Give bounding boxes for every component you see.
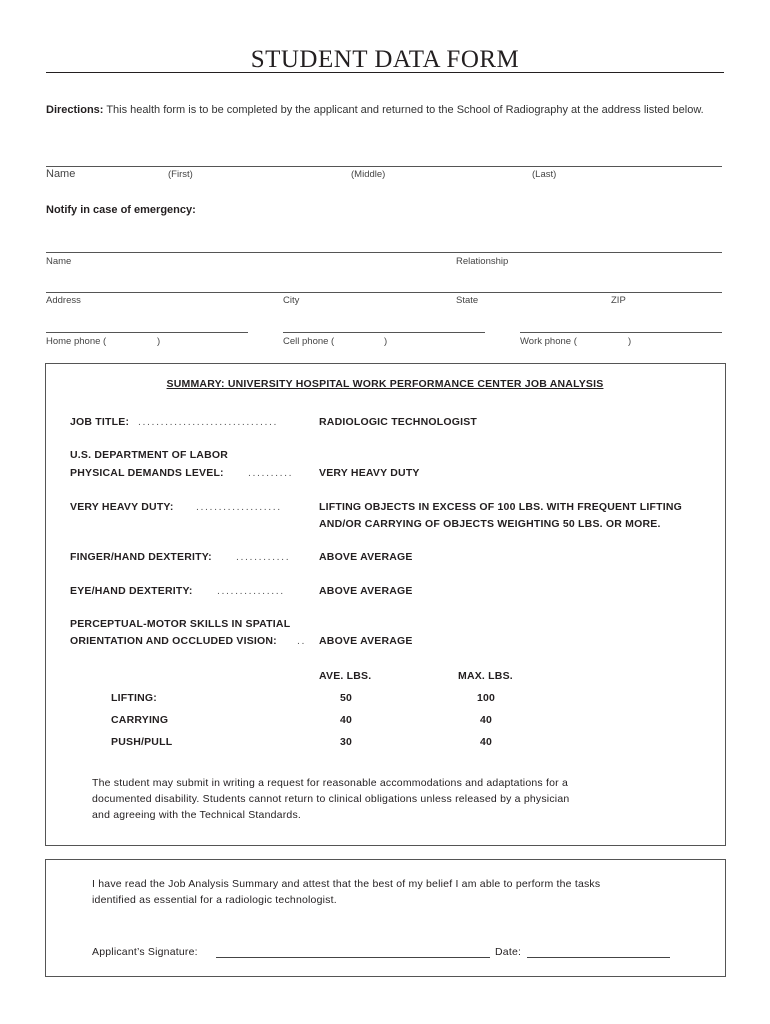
ave-value: 40 bbox=[339, 714, 353, 726]
signature-field[interactable] bbox=[216, 957, 490, 958]
max-value: 100 bbox=[476, 692, 496, 704]
dol-line-1: U.S. DEPARTMENT OF LABOR bbox=[70, 449, 229, 461]
ave-value: 30 bbox=[339, 736, 353, 748]
date-label: Date: bbox=[495, 946, 522, 958]
job-title-value: RADIOLOGIC TECHNOLOGIST bbox=[319, 416, 478, 428]
max-value: 40 bbox=[479, 714, 493, 726]
row-label: CARRYING bbox=[111, 714, 169, 726]
middle-name-label: (Middle) bbox=[351, 169, 386, 180]
directions bbox=[46, 103, 736, 118]
emergency-heading: Notify in case of emergency: bbox=[46, 204, 196, 216]
home-phone-label: Home phone ( bbox=[46, 336, 107, 347]
home-phone-field[interactable] bbox=[46, 332, 248, 333]
perc-line-1: PERCEPTUAL-MOTOR SKILLS IN SPATIAL bbox=[70, 618, 291, 630]
dot-leader: .......... bbox=[248, 467, 294, 479]
max-value: 40 bbox=[479, 736, 493, 748]
dot-leader: ............................... bbox=[138, 416, 279, 428]
note-line-1: The student may submit in writing a request for reasonable accommodations and adaptations for a bbox=[92, 777, 569, 789]
vhd-value-line-1: LIFTING OBJECTS IN EXCESS OF 100 LBS. WITH FREQUENT LIFTING bbox=[319, 501, 682, 513]
address-field[interactable] bbox=[46, 292, 722, 293]
cell-phone-label: Cell phone ( bbox=[283, 336, 335, 347]
title-rule bbox=[46, 72, 724, 73]
vhd-label: VERY HEAVY DUTY: bbox=[70, 501, 174, 513]
page-title: STUDENT DATA FORM bbox=[250, 46, 520, 73]
note-line-3: and agreeing with the Technical Standards. bbox=[92, 809, 302, 821]
perc-line-2: ORIENTATION AND OCCLUDED VISION: bbox=[70, 635, 277, 647]
last-name-label: (Last) bbox=[532, 169, 557, 180]
address-label: Address bbox=[46, 295, 81, 306]
emergency-name-field[interactable] bbox=[46, 252, 722, 253]
work-phone-close: ) bbox=[628, 336, 632, 347]
note-line-2: documented disability. Students cannot return to clinical obligations unless released by a physician bbox=[92, 793, 570, 805]
first-name-label: (First) bbox=[168, 169, 193, 180]
dol-value: VERY HEAVY DUTY bbox=[319, 467, 420, 479]
row-label: PUSH/PULL bbox=[111, 736, 173, 748]
home-phone-close: ) bbox=[157, 336, 161, 347]
work-phone-label: Work phone ( bbox=[520, 336, 577, 347]
cell-phone-field[interactable] bbox=[283, 332, 485, 333]
attest-line-1: I have read the Job Analysis Summary and attest that the best of my belief I am able to perform the tasks bbox=[92, 878, 601, 890]
dot-leader: ................... bbox=[196, 501, 282, 513]
work-phone-field[interactable] bbox=[520, 332, 722, 333]
directions-text: This health form is to be completed by the applicant and returned to the School of Radiography at the address listed below. bbox=[103, 104, 704, 116]
perc-value: ABOVE AVERAGE bbox=[319, 635, 413, 647]
finger-label: FINGER/HAND DEXTERITY: bbox=[70, 551, 212, 563]
finger-value: ABOVE AVERAGE bbox=[319, 551, 413, 563]
dot-leader: ............... bbox=[217, 585, 285, 597]
signature-label: Applicant’s Signature: bbox=[92, 946, 198, 958]
date-field[interactable] bbox=[527, 957, 670, 958]
city-label: City bbox=[283, 295, 300, 306]
relationship-label: Relationship bbox=[456, 256, 509, 267]
eye-value: ABOVE AVERAGE bbox=[319, 585, 413, 597]
dot-leader: ............ bbox=[236, 551, 291, 563]
ave-lbs-header: AVE. LBS. bbox=[319, 670, 372, 682]
cell-phone-close: ) bbox=[384, 336, 388, 347]
row-label: LIFTING: bbox=[111, 692, 157, 704]
dot-leader: .. bbox=[297, 635, 307, 647]
ave-value: 50 bbox=[339, 692, 353, 704]
name-label: Name bbox=[46, 168, 76, 180]
dol-line-2: PHYSICAL DEMANDS LEVEL: bbox=[70, 467, 224, 479]
max-lbs-header: MAX. LBS. bbox=[458, 670, 513, 682]
attest-line-2: identified as essential for a radiologic technologist. bbox=[92, 894, 337, 906]
summary-box bbox=[45, 363, 726, 846]
eye-label: EYE/HAND DEXTERITY: bbox=[70, 585, 193, 597]
summary-heading: SUMMARY: UNIVERSITY HOSPITAL WORK PERFORMANCE CENTER JOB ANALYSIS bbox=[166, 378, 604, 390]
state-label: State bbox=[456, 295, 479, 306]
zip-label: ZIP bbox=[611, 295, 626, 306]
vhd-value-line-2: AND/OR CARRYING OF OBJECTS WEIGHTING 50 LBS. OR MORE. bbox=[319, 518, 661, 530]
job-title-label: JOB TITLE: bbox=[70, 416, 130, 428]
emergency-name-label: Name bbox=[46, 256, 72, 267]
name-field[interactable] bbox=[46, 166, 722, 167]
directions-label: Directions: bbox=[46, 104, 104, 116]
